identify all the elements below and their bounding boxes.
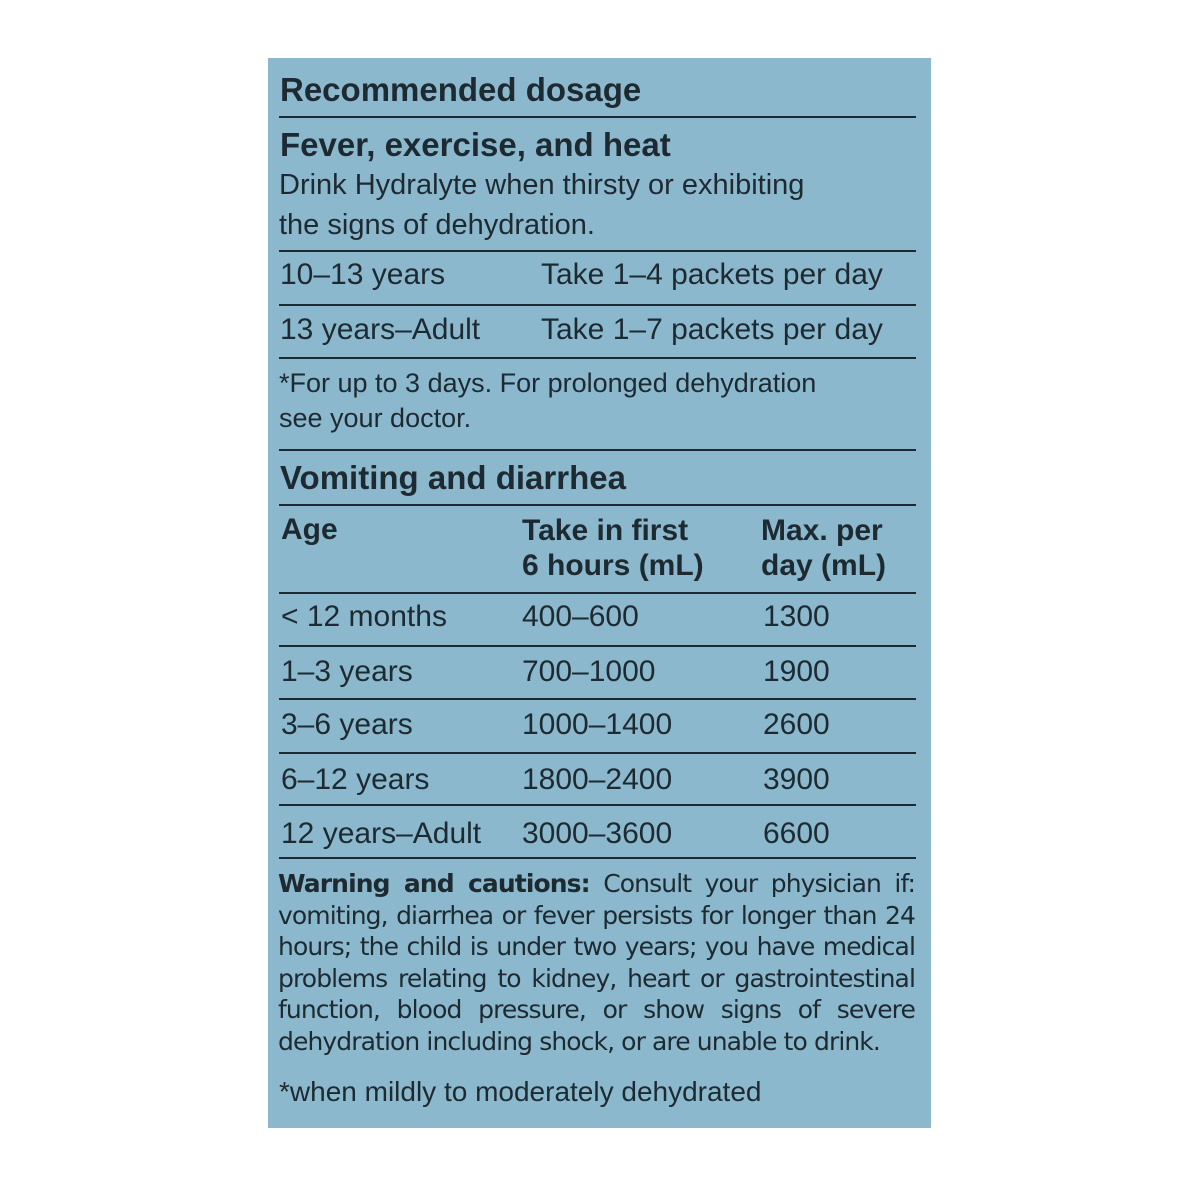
fever-note-line2: see your doctor. bbox=[279, 403, 472, 433]
header-first-line2: 6 hours (mL) bbox=[522, 549, 704, 582]
vomiting-heading: Vomiting and diarrhea bbox=[280, 459, 626, 496]
table-cell-first: 1000–1400 bbox=[522, 708, 673, 741]
divider bbox=[279, 752, 916, 754]
table-cell-max: 2600 bbox=[763, 708, 830, 741]
fever-heading: Fever, exercise, and heat bbox=[280, 126, 671, 163]
table-cell-first: 700–1000 bbox=[522, 655, 656, 688]
divider bbox=[279, 250, 916, 252]
table-cell-age: < 12 months bbox=[281, 600, 447, 633]
page-title: Recommended dosage bbox=[280, 71, 642, 108]
table-cell-max: 3900 bbox=[763, 763, 830, 796]
table-cell-age: 1–3 years bbox=[281, 655, 413, 688]
table-cell-first: 1800–2400 bbox=[522, 763, 673, 796]
divider bbox=[279, 698, 916, 700]
header-age: Age bbox=[281, 513, 338, 546]
divider bbox=[279, 116, 916, 118]
warning-line: vomiting, diarrhea or fever persists for longer than 24 bbox=[278, 900, 915, 930]
warning-line: Consult your physician if: bbox=[603, 869, 916, 898]
divider bbox=[279, 645, 916, 647]
footnote: *when mildly to moderately dehydrated bbox=[279, 1076, 762, 1107]
divider bbox=[279, 804, 916, 806]
divider bbox=[279, 504, 916, 506]
fever-intro-line2: the signs of dehydration. bbox=[279, 209, 595, 241]
divider bbox=[279, 304, 916, 306]
fever-note-line1: *For up to 3 days. For prolonged dehydration bbox=[279, 368, 817, 398]
table-cell-first: 3000–3600 bbox=[522, 817, 673, 850]
header-max-line1: Max. per bbox=[761, 514, 883, 547]
warning-text bbox=[278, 868, 915, 1057]
table-cell-max: 1300 bbox=[763, 600, 830, 633]
table-cell-age: 12 years–Adult bbox=[281, 817, 482, 850]
table-cell-first: 400–600 bbox=[522, 600, 639, 633]
divider bbox=[279, 592, 916, 594]
warning-line: problems relating to kidney, heart or gastrointestinal bbox=[278, 963, 915, 993]
table-cell-max: 6600 bbox=[763, 817, 830, 850]
fever-intro-line1: Drink Hydralyte when thirsty or exhibiting bbox=[279, 169, 805, 201]
warning-label: Warning and cautions: bbox=[278, 869, 590, 898]
fever-row-dose: Take 1–7 packets per day bbox=[541, 313, 883, 346]
header-max-line2: day (mL) bbox=[761, 549, 887, 582]
warning-line: hours; the child is under two years; you have medical bbox=[278, 932, 915, 961]
table-cell-age: 3–6 years bbox=[281, 708, 413, 741]
table-cell-age: 6–12 years bbox=[281, 763, 430, 796]
dosage-panel bbox=[268, 58, 931, 1128]
fever-row-age: 10–13 years bbox=[280, 258, 446, 291]
warning-line: dehydration including shock, or are unable to drink. bbox=[278, 1026, 880, 1056]
divider bbox=[279, 857, 916, 859]
header-first-line1: Take in first bbox=[522, 514, 689, 547]
divider bbox=[279, 357, 916, 359]
warning-line: function, blood pressure, or show signs of severe bbox=[278, 995, 915, 1024]
fever-row-dose: Take 1–4 packets per day bbox=[541, 258, 883, 291]
table-cell-max: 1900 bbox=[763, 655, 830, 688]
divider bbox=[279, 449, 916, 451]
fever-row-age: 13 years–Adult bbox=[280, 313, 481, 346]
